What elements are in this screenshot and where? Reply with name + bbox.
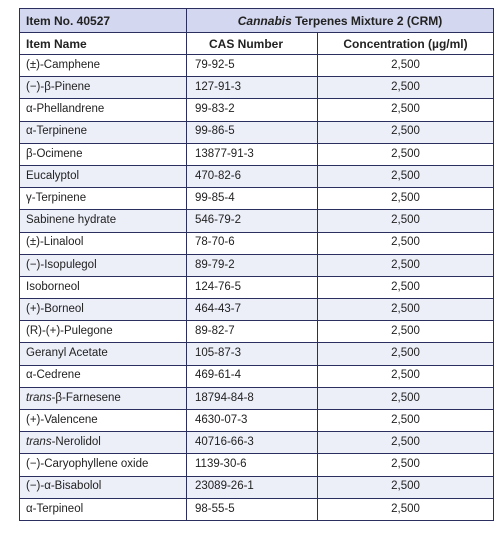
item-name: (−)-β-Pinene: [26, 81, 91, 94]
item-name-cell: [20, 276, 187, 298]
table-row: [20, 210, 494, 232]
concentration-cell: 2,500: [318, 210, 494, 232]
cas-number-cell: 4630-07-3: [187, 410, 318, 432]
column-header-cas: CAS Number: [187, 33, 318, 55]
table-row: [20, 387, 494, 409]
item-name-prefix: trans: [26, 436, 52, 449]
cas-number-cell: 40716-66-3: [187, 432, 318, 454]
table-body: [20, 55, 494, 521]
table-row: [20, 99, 494, 121]
cas-number-cell: 470-82-6: [187, 165, 318, 187]
table-row: [20, 188, 494, 210]
table-row: [20, 432, 494, 454]
table-row: [20, 454, 494, 476]
item-name-cell: [20, 476, 187, 498]
item-name-cell: [20, 410, 187, 432]
concentration-cell: 2,500: [318, 165, 494, 187]
item-name-cell: [20, 55, 187, 77]
table-row: [20, 254, 494, 276]
cas-number-cell: 13877-91-3: [187, 143, 318, 165]
table-row: [20, 299, 494, 321]
item-name-cell: [20, 432, 187, 454]
cas-number-cell: 99-85-4: [187, 188, 318, 210]
mixture-title-italic: Cannabis: [237, 13, 292, 28]
item-name: Isoborneol: [26, 280, 80, 293]
item-name: Geranyl Acetate: [26, 347, 108, 360]
cas-number-cell: 89-82-7: [187, 321, 318, 343]
terpenes-table: [19, 8, 494, 521]
cas-number-cell: 23089-26-1: [187, 476, 318, 498]
cas-number-cell: 18794-84-8: [187, 387, 318, 409]
item-name-cell: [20, 254, 187, 276]
item-number: Item No. 40527: [20, 9, 187, 33]
cas-number-cell: 1139-30-6: [187, 454, 318, 476]
item-name-cell: [20, 299, 187, 321]
item-name: γ-Terpinene: [26, 191, 87, 204]
cas-number-cell: 79-92-5: [187, 55, 318, 77]
item-name-cell: [20, 343, 187, 365]
item-name-cell: [20, 165, 187, 187]
concentration-cell: 2,500: [318, 232, 494, 254]
item-name: (−)-Caryophyllene oxide: [26, 458, 149, 471]
table-row: [20, 476, 494, 498]
table-row: [20, 232, 494, 254]
concentration-cell: 2,500: [318, 454, 494, 476]
item-name-cell: [20, 143, 187, 165]
column-header-concentration: Concentration (µg/ml): [318, 33, 494, 55]
item-name: α-Cedrene: [26, 369, 81, 382]
item-name-cell: [20, 498, 187, 520]
table-row: [20, 165, 494, 187]
item-name-cell: [20, 188, 187, 210]
cas-number-cell: 105-87-3: [187, 343, 318, 365]
cas-number-cell: 124-76-5: [187, 276, 318, 298]
item-name: (+)-Borneol: [26, 302, 84, 315]
table-row: [20, 276, 494, 298]
item-name-cell: [20, 365, 187, 387]
concentration-cell: 2,500: [318, 188, 494, 210]
item-name: (−)-α-Bisabolol: [26, 480, 102, 493]
concentration-cell: 2,500: [318, 410, 494, 432]
item-name: Eucalyptol: [26, 169, 80, 182]
cas-number-cell: 546-79-2: [187, 210, 318, 232]
item-name: α-Phellandrene: [26, 103, 105, 116]
table-row: [20, 121, 494, 143]
table-row: [20, 498, 494, 520]
item-name-cell: [20, 387, 187, 409]
table-row: [20, 410, 494, 432]
concentration-cell: 2,500: [318, 343, 494, 365]
item-name-cell: [20, 232, 187, 254]
concentration-cell: 2,500: [318, 321, 494, 343]
item-name-cell: [20, 99, 187, 121]
table-title-row: [20, 9, 494, 33]
item-name-prefix: trans: [26, 391, 52, 404]
item-name: (±)-Camphene: [26, 58, 101, 71]
cas-number-cell: 469-61-4: [187, 365, 318, 387]
item-name: α-Terpineol: [26, 502, 84, 515]
mixture-title-rest: Terpenes Mixture 2 (CRM): [291, 13, 443, 28]
cas-number-cell: 127-91-3: [187, 77, 318, 99]
item-name: -β-Farnesene: [51, 391, 121, 404]
concentration-cell: 2,500: [318, 143, 494, 165]
concentration-cell: 2,500: [318, 55, 494, 77]
concentration-cell: 2,500: [318, 254, 494, 276]
table-row: [20, 321, 494, 343]
item-name: (±)-Linalool: [26, 236, 84, 249]
item-name: (+)-Valencene: [26, 413, 98, 426]
table-row: [20, 77, 494, 99]
item-name: -Nerolidol: [51, 436, 101, 449]
column-header-name: Item Name: [20, 33, 187, 55]
item-name: Sabinene hydrate: [26, 214, 117, 227]
table-row: [20, 143, 494, 165]
item-name: (R)-(+)-Pulegone: [26, 325, 113, 338]
table-row: [20, 343, 494, 365]
cas-number-cell: 464-43-7: [187, 299, 318, 321]
cas-number-cell: 89-79-2: [187, 254, 318, 276]
mixture-title: [187, 9, 494, 33]
item-name: (−)-Isopulegol: [26, 258, 97, 271]
item-name-cell: [20, 321, 187, 343]
concentration-cell: 2,500: [318, 432, 494, 454]
cas-number-cell: 98-55-5: [187, 498, 318, 520]
cas-number-cell: 78-70-6: [187, 232, 318, 254]
concentration-cell: 2,500: [318, 365, 494, 387]
concentration-cell: 2,500: [318, 77, 494, 99]
table-row: [20, 55, 494, 77]
concentration-cell: 2,500: [318, 387, 494, 409]
item-name: β-Ocimene: [26, 147, 83, 160]
item-name-cell: [20, 454, 187, 476]
concentration-cell: 2,500: [318, 121, 494, 143]
concentration-cell: 2,500: [318, 99, 494, 121]
item-name-cell: [20, 121, 187, 143]
concentration-cell: 2,500: [318, 498, 494, 520]
cas-number-cell: 99-86-5: [187, 121, 318, 143]
cas-number-cell: 99-83-2: [187, 99, 318, 121]
column-header-row: [20, 33, 494, 55]
table-row: [20, 365, 494, 387]
concentration-cell: 2,500: [318, 476, 494, 498]
concentration-cell: 2,500: [318, 299, 494, 321]
item-name: α-Terpinene: [26, 125, 87, 138]
item-name-cell: [20, 210, 187, 232]
item-name-cell: [20, 77, 187, 99]
concentration-cell: 2,500: [318, 276, 494, 298]
